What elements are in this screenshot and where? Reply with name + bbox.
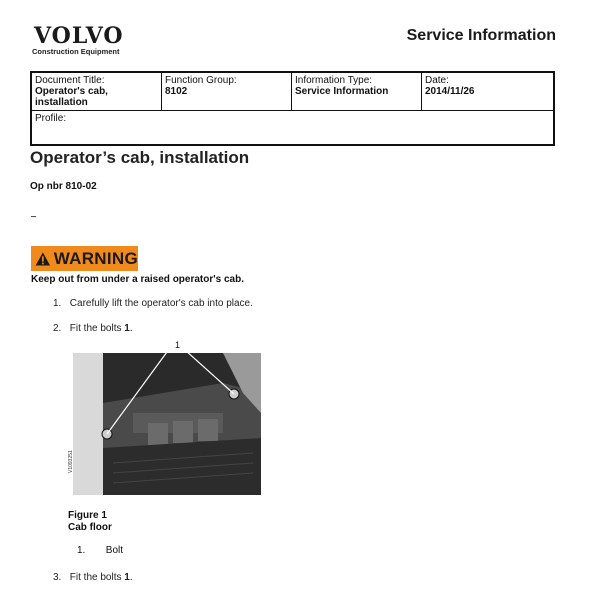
operation-number: Op nbr 810-02	[30, 181, 97, 192]
step-text-end: .	[129, 323, 133, 334]
doc-title-value: Operator's cab, installation	[35, 86, 108, 108]
bolt-ref: 1	[124, 572, 130, 583]
info-type-label: Information Type:	[295, 75, 373, 86]
doc-title-cell	[31, 72, 162, 111]
figure-caption-title: Figure 1	[68, 510, 107, 521]
cab-floor-photo	[68, 353, 261, 495]
function-group-value: 8102	[165, 86, 188, 97]
info-type-value: Service Information	[295, 86, 389, 97]
step-number: 1.	[53, 298, 62, 309]
page-title: Operator’s cab, installation	[30, 148, 250, 167]
function-group-label: Function Group:	[165, 75, 237, 86]
step-1	[53, 298, 253, 309]
step-text: Carefully lift the operator's cab into place.	[69, 298, 253, 309]
warning-badge	[31, 246, 138, 271]
step-3	[53, 572, 133, 583]
figure-caption-subtitle: Cab floor	[68, 522, 112, 533]
legend-text: Bolt	[105, 545, 124, 556]
warning-text: Keep out from under a raised operator's cab.	[31, 274, 244, 285]
date-value: 2014/11/26	[425, 86, 475, 97]
step-text: Fit the bolts	[69, 572, 125, 583]
warning-label: WARNING	[53, 248, 138, 268]
step-text-end: .	[129, 572, 133, 583]
cab-floor-illustration	[73, 353, 261, 495]
figure-callout: 1	[175, 340, 181, 350]
step-number: 3.	[53, 572, 62, 583]
figure-caption	[68, 510, 112, 534]
anchor-link[interactable]: _	[31, 207, 37, 217]
legend-number: 1.	[77, 545, 86, 556]
brand-logo: VOLVO	[34, 23, 124, 49]
info-type-cell	[292, 72, 422, 111]
bolt-ref: 1	[124, 323, 130, 334]
figure-legend-item	[77, 545, 123, 556]
image-code: V1093251	[68, 450, 74, 473]
date-label: Date:	[425, 75, 449, 86]
step-text: Fit the bolts	[69, 323, 125, 334]
header-title: Service Information	[406, 27, 556, 44]
brand-subtitle: Construction Equipment	[32, 47, 120, 56]
document-info-table	[30, 71, 555, 146]
function-group-cell	[162, 72, 292, 111]
profile-cell	[31, 111, 554, 146]
step-number: 2.	[53, 323, 62, 334]
doc-title-label: Document Title:	[35, 75, 105, 86]
profile-label: Profile:	[35, 113, 67, 124]
date-cell	[422, 72, 555, 111]
warning-triangle-icon	[35, 248, 51, 270]
step-2	[53, 323, 133, 334]
